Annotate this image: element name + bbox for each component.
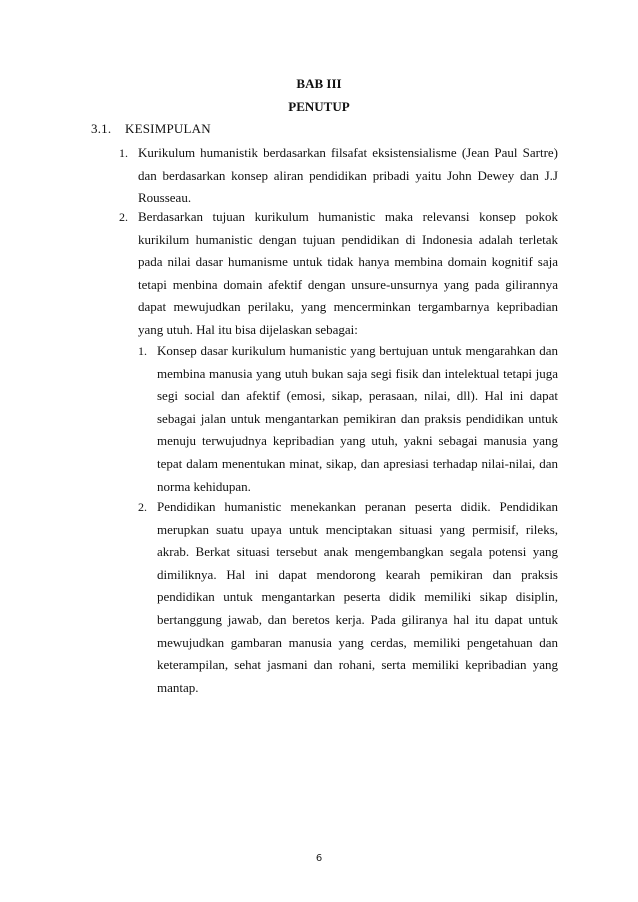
sub-list-item-marker: 1. (138, 344, 147, 358)
section-number: 3.1. (91, 121, 112, 136)
sub-list-item-text: Pendidikan humanistic menekankan peranan peserta didik. Pendidikan merupkan suatu upaya untuk menciptakan situasi yang permisif, rileks, akrab. Berkat situasi tersebut anak mengembangkan segala potensi yang dimiliknya. Hal ini dapat mendorong kearah pemikiran dan praksis pendidikan untuk mengantarkan peserta didik memiliki sikap disiplin, bertanggung jawab, dan beretos kerja. Pada giliranya hal itu dapat untuk mewujudkan gambaran manusia yang cerdas, memiliki pengetahuan dan keterampilan, sehat jasmani dan rohani, serta memiliki kepribadian yang mantap. (157, 499, 558, 695)
sub-list-item (138, 496, 558, 699)
section-heading (91, 121, 211, 137)
list-item (119, 206, 558, 342)
section-title: KESIMPULAN (125, 121, 211, 136)
list-item-marker: 2. (119, 210, 128, 224)
sub-list-item-marker: 2. (138, 500, 147, 514)
page-number: 6 (315, 853, 323, 864)
chapter-number: BAB III (296, 76, 342, 91)
list-item-marker: 1. (119, 146, 128, 160)
chapter-title: PENUTUP (288, 99, 350, 114)
sub-list-item (138, 340, 558, 498)
sub-list-item-text: Konsep dasar kurikulum humanistic yang bertujuan untuk mengarahkan dan membina manusia yang utuh bukan saja segi fisik dan intelektual tetapi juga segi social dan afektif (emosi, sikap, perasaan, nilai, dll). Hal ini dapat sebagai jalan untuk mengantarkan pemikiran dan praksis pendidikan untuk menuju terwujudnya kepribadian yang utuh, yakni sebagai manusia yang tepat dalam menentukan minat, sikap, dan apresiasi terhadap nilai-nilai, dan norma kehidupan. (157, 343, 558, 494)
list-item-text: Kurikulum humanistik berdasarkan filsafat eksistensialisme (Jean Paul Sartre) dan berdasarkan konsep aliran pendidikan pribadi yaitu John Dewey dan J.J Rousseau. (138, 145, 558, 206)
list-item (119, 142, 558, 210)
list-item-text: Berdasarkan tujuan kurikulum humanistic maka relevansi konsep pokok kurikilum humanistic dengan tujuan pendidikan di Indonesia adalah terletak pada nilai dasar humanisme untuk tidak hanya membina domain kognitif saja tetapi menbina domain afektif dengan unsure-unsurnya yang pada gilirannya dapat mewujudkan perilaku, yang mencerminkan tergambarnya kepribadian yang utuh. Hal itu bisa dijelaskan sebagai: (138, 209, 558, 337)
